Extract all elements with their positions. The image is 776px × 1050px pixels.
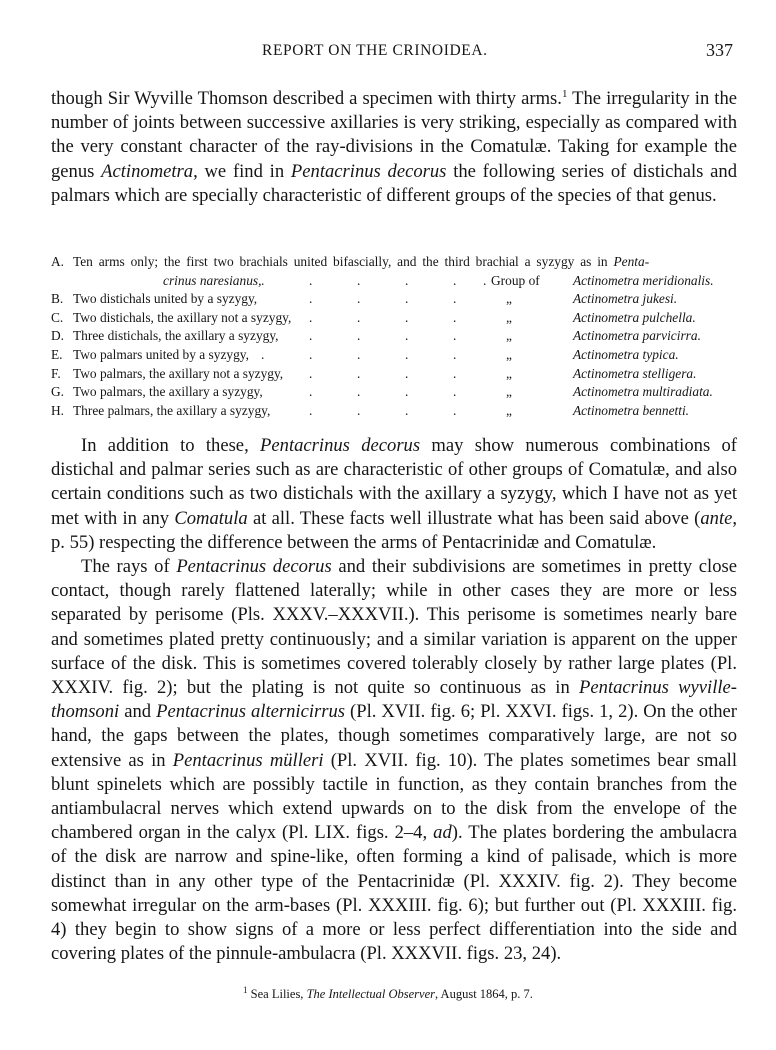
leader-dot: . — [357, 328, 361, 344]
leader-dot: . — [453, 328, 457, 344]
table-row — [51, 253, 741, 272]
leader-dot: . — [405, 365, 409, 381]
table-row — [51, 365, 741, 384]
row-description-italic: Penta- — [613, 254, 650, 269]
leader-dot: . — [357, 365, 361, 381]
row-key: A. — [51, 254, 65, 269]
footnote-journal: The Intellectual Observer — [306, 987, 435, 1002]
row-description-text: Ten arms only; the first two brachials united bifascially, and the third brachial a syzygy as in — [73, 254, 608, 269]
row-key: G. — [51, 384, 65, 400]
row-key: B. — [51, 291, 64, 307]
group-name: Actinometra bennetti. — [573, 402, 690, 418]
leader-dot: . — [405, 272, 409, 288]
ditto-mark: „ — [506, 346, 512, 362]
table-row — [51, 383, 741, 402]
page-number: 337 — [706, 40, 733, 60]
footnote — [0, 985, 776, 1002]
italic-term: Pentacrinus alternicirrus — [156, 701, 346, 723]
italic-term: Pentacrinus decorus — [290, 160, 447, 182]
leader-dot: . — [453, 346, 457, 362]
ditto-mark: „ — [506, 384, 512, 400]
leader-dot: . — [405, 384, 409, 400]
leader-dot: . — [453, 402, 457, 418]
table-row — [51, 309, 741, 328]
leader-dot: . — [309, 384, 313, 400]
leader-dot: . — [357, 402, 361, 418]
row-continuation: crinus naresianus, — [163, 272, 262, 288]
row-description: Two palmars united by a syzygy, — [73, 346, 249, 362]
italic-term: ante — [700, 507, 733, 529]
group-name: Actinometra pulchella. — [573, 309, 696, 325]
leader-dot: . — [309, 309, 313, 325]
paragraph-text: In addition to these, Pentacrinus decorus may show numerous combinations of distichal and palmar series such as are characteristic of other groups of Comatulæ, and also certain conditions such as two distichals with the axillary a syzygy, which I have not as yet met with in any Comatula at all. These facts well illustrate what has been said above (ante, p. 55) respecting the difference between the arms of Pentacrinidæ and Comatulæ. — [51, 435, 738, 553]
italic-term: Pentacrinus decorus — [260, 435, 421, 456]
group-name: Actinometra stelligera. — [573, 365, 697, 381]
leader-dot: . — [405, 291, 409, 307]
table-row — [51, 290, 741, 309]
leader-dot: . — [309, 402, 313, 418]
table-row — [51, 272, 741, 291]
leader-dot: . — [309, 272, 313, 288]
leader-dot: . — [261, 272, 265, 288]
row-description: Two distichals, the axillary not a syzygy, — [73, 309, 292, 325]
italic-term: ad — [433, 822, 452, 844]
leader-dot: . — [357, 291, 361, 307]
row-key: D. — [51, 328, 65, 344]
leader-dot: . — [405, 402, 409, 418]
row-description: Three distichals, the axillary a syzygy, — [73, 328, 279, 344]
italic-term: Actinometra — [101, 160, 194, 182]
leader-dot: . — [309, 291, 313, 307]
footnote-marker: 1 — [243, 985, 248, 995]
ditto-mark: „ — [506, 328, 512, 344]
row-description: Three palmars, the axillary a syzygy, — [73, 402, 271, 418]
leader-dot: . — [261, 346, 265, 362]
row-description — [73, 253, 649, 272]
table-row — [51, 402, 741, 421]
group-name: Actinometra multiradiata. — [573, 384, 713, 400]
leader-dot: . — [453, 291, 457, 307]
paragraph-text: The rays of Pentacrinus decorus and their subdivisions are sometimes in pretty close contact, though rarely flattened laterally; while in other cases they are more or less separated by perisome (Pls. XXXV.–XXXVII.). This perisome is sometimes nearly bare and sometimes plated pretty continuously; and a similar variation is apparent on the upper surface of the disk. This is sometimes covered tolerably closely by rather large plates (Pl. XXXIV. fig. 2); but the plating is not quite so continuous as in Pentacrinus wyville-thomsoni and Pentacrinus alternicirrus (Pl. XVII. fig. 6; Pl. XXVI. figs. 1, 2). On the other hand, the gaps between the plates, though sometimes comparatively large, are not so extensive as in Pentacrinus mülleri (Pl. XVII. fig. 10). The plates sometimes bear small blunt spinelets which are possibly tactile in function, as they contain branches from the antiambulacral nerves which extend upwards on to the disk from the envelope of the chambered organ in the calyx (Pl. LIX. figs. 2–4, ad). The plates bordering the ambulacra of the disk are narrow and spine-like, often forming a kind of palisade, which is more distinct than in any other type of the Pentacrinidæ (Pl. XXXIV. fig. 2). They become somewhat irregular on the arm-bases (Pl. XXXIII. fig. 6); but further out (Pl. XXXIII. fig. 4) they begin to show signs of a more or less perfect differentiation into the side and covering plates of the pinnule-ambulacra (Pl. XXXVII. figs. 23, 24). — [51, 556, 738, 965]
main-text — [51, 434, 737, 966]
leader-dot: . — [453, 384, 457, 400]
footnote-ref: 1 — [561, 87, 568, 100]
intro-paragraph — [51, 87, 737, 208]
row-key: H. — [51, 402, 65, 418]
group-name: Actinometra meridionalis. — [573, 272, 714, 288]
leader-dot: . — [309, 328, 313, 344]
paragraph-text: though Sir Wyville Thomson described a specimen with thirty arms.$^1$ The irregularity in the number of joints between successive axillaries is very striking, especially as compared with the very constant character of the ray-divisions in the Comatulæ. Taking for example the genus Actinometra, we find in Pentacrinus decorus the following series of distichals and palmars which are specially characteristic of different groups of the species of that genus. — [51, 87, 737, 206]
leader-dot: . — [309, 346, 313, 362]
row-description: Two palmars, the axillary not a syzygy, — [73, 365, 284, 381]
row-description: Two palmars, the axillary a syzygy, — [73, 384, 263, 400]
row-key: F. — [51, 365, 61, 381]
leader-dot: . — [453, 309, 457, 325]
leader-dot: . — [405, 309, 409, 325]
leader-dot: . — [453, 272, 457, 288]
row-key: C. — [51, 309, 64, 325]
ditto-mark: „ — [506, 402, 512, 418]
leader-dot: . — [309, 365, 313, 381]
group-label: Group of — [491, 272, 540, 288]
group-name: Actinometra typica. — [573, 346, 679, 362]
group-name: Actinometra jukesi. — [573, 291, 678, 307]
italic-term: Comatula — [174, 507, 248, 529]
page-header — [0, 40, 776, 64]
leader-dot: . — [357, 272, 361, 288]
leader-dot: . — [405, 346, 409, 362]
running-head: REPORT ON THE CRINOIDEA. — [262, 42, 488, 59]
italic-term: Pentacrinus decorus — [176, 556, 332, 578]
leader-dot: . — [453, 365, 457, 381]
italic-term: Pentacrinus wyville-thomsoni — [51, 677, 737, 723]
footnote-text: Sea Lilies, — [250, 987, 307, 1002]
ditto-mark: „ — [506, 365, 512, 381]
row-description: Two distichals united by a syzygy, — [73, 291, 258, 307]
leader-dot: . — [357, 309, 361, 325]
ditto-mark: „ — [506, 291, 512, 307]
leader-dot: . — [357, 384, 361, 400]
row-key: E. — [51, 346, 63, 362]
table-row — [51, 346, 741, 365]
footnote-text-end: , August 1864, p. 7. — [435, 987, 533, 1002]
leader-dot: . — [483, 272, 487, 288]
table-row — [51, 327, 741, 346]
leader-dot: . — [357, 346, 361, 362]
group-name: Actinometra parvicirra. — [573, 328, 701, 344]
italic-term: Pentacrinus mülleri — [172, 749, 324, 771]
series-table — [51, 253, 741, 420]
leader-dot: . — [405, 328, 409, 344]
ditto-mark: „ — [506, 309, 512, 325]
